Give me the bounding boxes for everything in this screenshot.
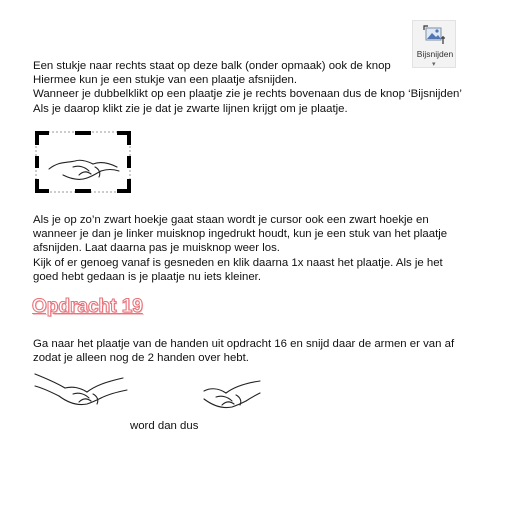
explanation-line: goed hebt gedaan is je plaatje nu iets kleiner. — [33, 270, 261, 283]
explanation-line: Als je op zo’n zwart hoekje gaat staan wordt je cursor ook een zwart hoekje en — [33, 214, 429, 226]
handshake-with-arms-image — [33, 366, 129, 418]
handshake-icon — [33, 366, 129, 418]
handshake-icon — [202, 373, 262, 419]
result-caption: word dan dus — [130, 420, 199, 432]
intro-paragraph — [33, 59, 462, 116]
explanation-paragraph — [33, 213, 447, 284]
cropped-handshake-image[interactable] — [35, 131, 131, 193]
intro-line: Als je daarop klikt zie je dat je zwarte lijnen krijgt om je plaatje. — [33, 102, 348, 115]
assignment-line: zodat je alleen nog de 2 handen over hebt. — [33, 352, 249, 365]
explanation-line: wanneer je dan je linker muisknop ingedrukt houdt, kun je een stuk van het plaatje — [33, 228, 448, 241]
assignment-heading: Opdracht 19 — [32, 296, 143, 317]
crop-handles[interactable] — [37, 133, 129, 191]
chevron-down-icon[interactable]: ▾ — [432, 61, 436, 68]
assignment-paragraph — [33, 337, 454, 365]
explanation-line: afsnijden. Laat daarna pas je muisknop weer los. — [33, 242, 280, 255]
crop-icon — [423, 24, 447, 46]
intro-line: Een stukje naar rechts staat op deze balk (onder opmaak) ook de knop — [33, 60, 391, 72]
explanation-line: Kijk of er genoeg vanaf is gesneden en klik daarna 1x naast het plaatje. Als je het — [33, 256, 443, 269]
handshake-icon — [49, 160, 119, 179]
assignment-line: Ga naar het plaatje van de handen uit opdracht 16 en snijd daar de armen er van af — [33, 338, 455, 350]
intro-line: Hiermee kun je een stukje van een plaatje afsnijden. — [33, 74, 298, 87]
handshake-cropped-result-image — [202, 373, 262, 419]
intro-line: Wanneer je dubbelklikt op een plaatje zie je rechts bovenaan dus de knop ‘Bijsnijden’ — [33, 88, 462, 101]
crop-button-label: Bijsnijden — [416, 49, 454, 59]
